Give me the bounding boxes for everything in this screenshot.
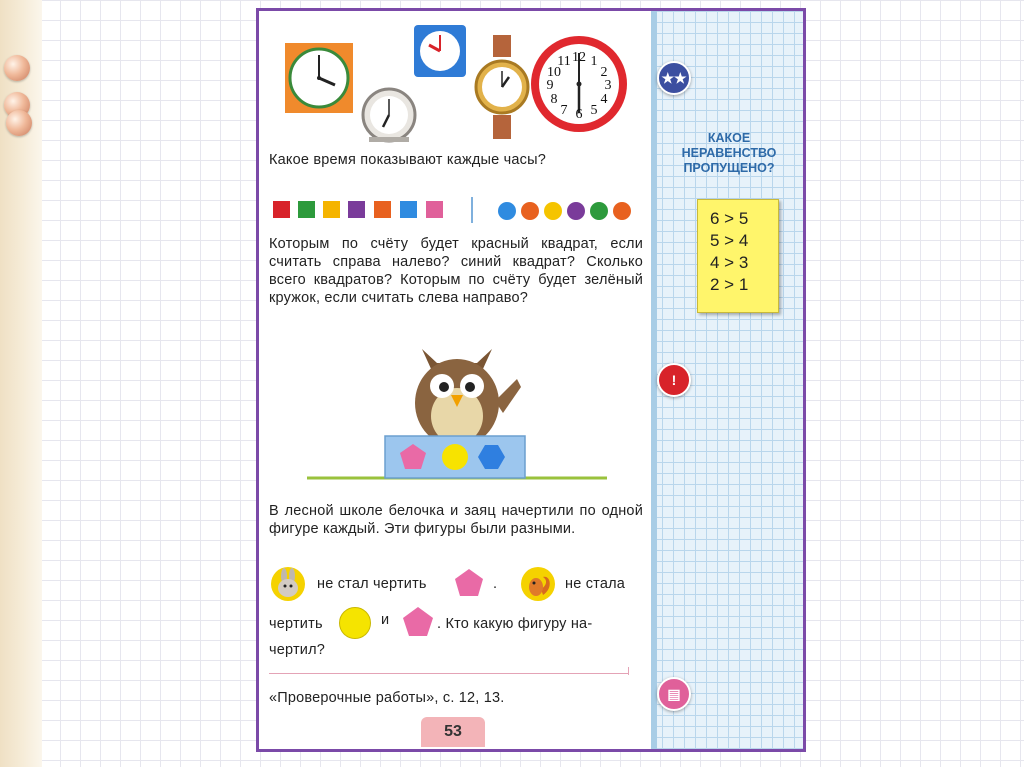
square-shape — [273, 201, 290, 218]
inequality-item: 4 > 3 — [710, 253, 749, 272]
counting-task-text: Которым по счёту будет красный квадрат, если считать справа налево? синий квадрат? Сколько всего квадратов? Которым по счёту будет зелёный кружок, если считать слева направо? — [269, 236, 643, 306]
dial-number: 5 — [590, 103, 598, 118]
square-clock — [285, 43, 353, 113]
inequality-title — [669, 131, 789, 176]
clocks-question: Какое время показывают каждые часы? — [269, 152, 546, 168]
inequality-item: 6 > 5 — [710, 209, 749, 228]
line4-text: чертил? — [269, 642, 326, 658]
rabbit-clause: не стал чертить — [317, 576, 427, 592]
divider — [471, 197, 473, 223]
circle-shape — [521, 202, 539, 220]
dial-number: 3 — [604, 78, 612, 93]
stars-icon: ★★ — [657, 61, 691, 95]
title-line: КАКОЕ — [707, 131, 751, 145]
bead-decoration — [4, 55, 30, 81]
dial-number: 1 — [590, 54, 598, 69]
square-shape — [298, 201, 315, 218]
square-shape — [400, 201, 417, 218]
line3-start: чертить — [269, 616, 323, 632]
title-line: ПРОПУЩЕНО? — [683, 161, 775, 175]
dial-number: 11 — [557, 54, 571, 69]
pentagon-shape — [453, 567, 485, 599]
dial-number: 6 — [575, 107, 583, 122]
rabbit-icon — [271, 567, 305, 601]
bead-decoration — [6, 110, 32, 136]
square-shape — [426, 201, 443, 218]
inequality-note — [697, 199, 779, 313]
circle-shape — [544, 202, 562, 220]
circle-shape — [590, 202, 608, 220]
inequality-item: 2 > 1 — [710, 275, 749, 294]
forest-school-text: В лесной школе белочка и заяц начертили по одной фигуре каждый. Эти фигуры были разными. — [269, 503, 643, 537]
divider — [269, 673, 629, 674]
square-shape — [323, 201, 340, 218]
clocks-illustration — [279, 25, 639, 145]
page-number: 53 — [421, 717, 485, 747]
dial-number: 7 — [560, 103, 568, 118]
square-shape — [348, 201, 365, 218]
squirrel-clause: не стала — [565, 576, 626, 592]
dial-number: 2 — [600, 65, 608, 80]
circle-shape — [613, 202, 631, 220]
reference-text: «Проверочные работы», с. 12, 13. — [269, 690, 505, 706]
square-shape — [374, 201, 391, 218]
dial-number: 8 — [550, 92, 558, 107]
dial-number: 9 — [546, 78, 554, 93]
left-decoration — [0, 0, 42, 767]
exclamation-icon: ! — [657, 363, 691, 397]
wrist-watch — [476, 35, 528, 139]
textbook-page — [256, 8, 806, 752]
dial-number: 10 — [547, 65, 561, 80]
owl-icon — [415, 349, 521, 447]
dial-number: 12 — [572, 50, 586, 65]
shapes-box — [385, 436, 525, 478]
line3-end: . Кто какую фигуру на- — [437, 616, 593, 632]
pentagon-shape — [401, 605, 435, 639]
circle-shape — [567, 202, 585, 220]
and-word: и — [381, 612, 390, 628]
book-icon: ▤ — [657, 677, 691, 711]
inequality-item: 5 > 4 — [710, 231, 749, 250]
squirrel-icon — [521, 567, 555, 601]
sentence-dot: . — [493, 576, 498, 592]
circle-shape — [498, 202, 516, 220]
owl-illustration — [307, 341, 607, 491]
blue-clock — [414, 25, 466, 77]
dial-number: 4 — [600, 92, 608, 107]
divider — [628, 667, 629, 675]
alarm-clock — [363, 89, 415, 142]
title-line: НЕРАВЕНСТВО — [681, 146, 777, 160]
circle-shape — [339, 607, 371, 639]
